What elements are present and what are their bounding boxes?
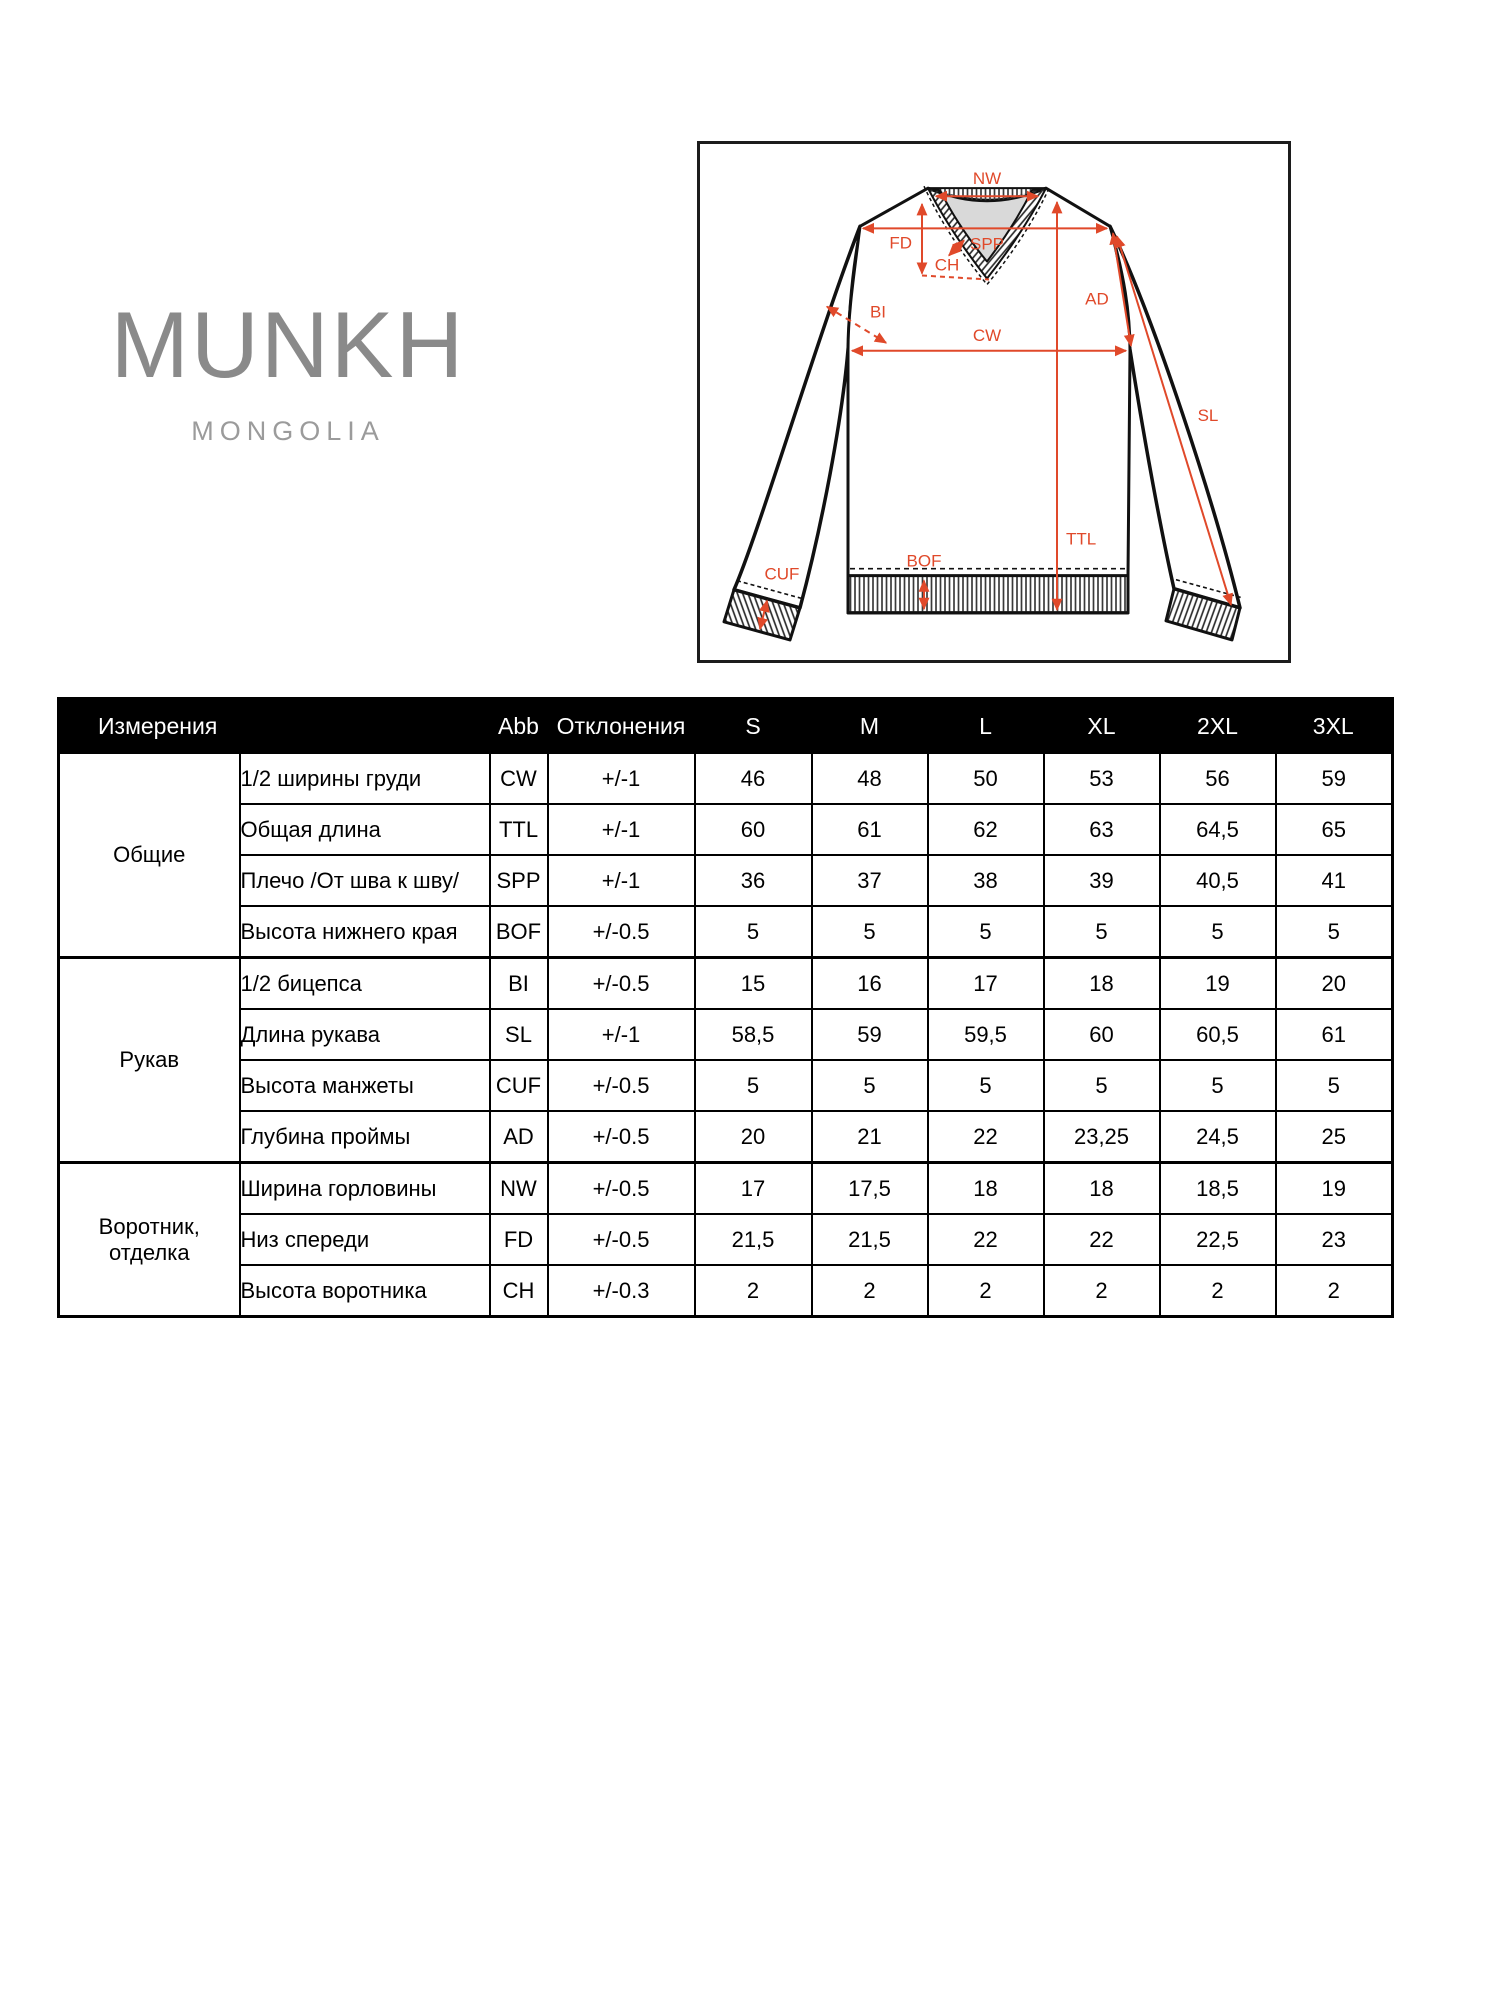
header-size-s: S [695, 699, 812, 754]
brand-logo [104, 292, 472, 447]
size-value-cell: 65 [1276, 804, 1393, 855]
tolerance-cell: +/-0.5 [548, 958, 695, 1010]
hem-band [848, 576, 1128, 613]
size-value-cell: 60 [695, 804, 812, 855]
left-sleeve [734, 226, 860, 607]
size-value-cell: 20 [695, 1111, 812, 1163]
table-row [59, 855, 1393, 906]
header-measurements: Измерения [59, 699, 490, 754]
size-value-cell: 5 [1276, 1060, 1393, 1111]
abbreviation-cell: NW [490, 1163, 548, 1215]
size-value-cell: 18 [1044, 958, 1160, 1010]
size-value-cell: 23,25 [1044, 1111, 1160, 1163]
table-row [59, 1214, 1393, 1265]
size-value-cell: 56 [1160, 753, 1276, 804]
size-value-cell: 48 [812, 753, 928, 804]
size-value-cell: 38 [928, 855, 1044, 906]
size-value-cell: 41 [1276, 855, 1393, 906]
measurement-name-cell: Высота манжеты [240, 1060, 490, 1111]
measurement-name-cell: 1/2 бицепса [240, 958, 490, 1010]
garment-diagram [700, 144, 1288, 660]
ttl-label: TTL [1066, 529, 1097, 549]
table-row [59, 958, 1393, 1010]
measurement-name-cell: Низ спереди [240, 1214, 490, 1265]
ch-label: CH [934, 255, 960, 275]
group-cell: Рукав [59, 958, 240, 1163]
abbreviation-cell: CUF [490, 1060, 548, 1111]
nw-label: NW [972, 169, 1002, 189]
size-value-cell: 5 [1044, 906, 1160, 958]
header-size-xl: XL [1044, 699, 1160, 754]
abbreviation-cell: AD [490, 1111, 548, 1163]
size-value-cell: 17 [695, 1163, 812, 1215]
size-value-cell: 18 [928, 1163, 1044, 1215]
size-value-cell: 5 [695, 1060, 812, 1111]
cw-label: CW [972, 325, 1002, 345]
measurement-name-cell: Плечо /От шва к шву/ [240, 855, 490, 906]
size-value-cell: 22 [928, 1111, 1044, 1163]
sweater-drawing [724, 186, 1242, 640]
abbreviation-cell: SPP [490, 855, 548, 906]
header-size-3xl: 3XL [1276, 699, 1393, 754]
table-row [59, 753, 1393, 804]
abbreviation-cell: TTL [490, 804, 548, 855]
bi-label: BI [869, 302, 887, 322]
size-value-cell: 2 [928, 1265, 1044, 1317]
size-value-cell: 61 [812, 804, 928, 855]
ad-label: AD [1085, 289, 1109, 309]
size-value-cell: 5 [1160, 1060, 1276, 1111]
tolerance-cell: +/-0.5 [548, 1163, 695, 1215]
size-value-cell: 22 [928, 1214, 1044, 1265]
size-value-cell: 46 [695, 753, 812, 804]
size-value-cell: 58,5 [695, 1009, 812, 1060]
tolerance-cell: +/-1 [548, 804, 695, 855]
size-value-cell: 36 [695, 855, 812, 906]
size-value-cell: 19 [1160, 958, 1276, 1010]
size-value-cell: 53 [1044, 753, 1160, 804]
group-cell: Общие [59, 753, 240, 958]
size-value-cell: 2 [1044, 1265, 1160, 1317]
sl-label: SL [1197, 406, 1219, 426]
size-value-cell: 23 [1276, 1214, 1393, 1265]
table-row [59, 1009, 1393, 1060]
size-value-cell: 19 [1276, 1163, 1393, 1215]
size-value-cell: 62 [928, 804, 1044, 855]
measurement-name-cell: Высота воротника [240, 1265, 490, 1317]
tolerance-cell: +/-0.5 [548, 906, 695, 958]
size-value-cell: 5 [812, 906, 928, 958]
size-value-cell: 59 [1276, 753, 1393, 804]
abbreviation-cell: BOF [490, 906, 548, 958]
size-value-cell: 63 [1044, 804, 1160, 855]
size-value-cell: 2 [1160, 1265, 1276, 1317]
size-value-cell: 2 [1276, 1265, 1393, 1317]
size-value-cell: 59,5 [928, 1009, 1044, 1060]
measurement-name-cell: Общая длина [240, 804, 490, 855]
size-value-cell: 21,5 [812, 1214, 928, 1265]
size-value-cell: 59 [812, 1009, 928, 1060]
measurement-name-cell: Длина рукава [240, 1009, 490, 1060]
table-row [59, 906, 1393, 958]
size-value-cell: 61 [1276, 1009, 1393, 1060]
abbreviation-cell: FD [490, 1214, 548, 1265]
header-row [59, 699, 1393, 754]
size-value-cell: 64,5 [1160, 804, 1276, 855]
tolerance-cell: +/-0.5 [548, 1111, 695, 1163]
size-value-cell: 60 [1044, 1009, 1160, 1060]
brand-subtitle: MONGOLIA [191, 416, 385, 446]
size-value-cell: 22,5 [1160, 1214, 1276, 1265]
measurement-name-cell: Ширина горловины [240, 1163, 490, 1215]
size-value-cell: 21,5 [695, 1214, 812, 1265]
size-value-cell: 37 [812, 855, 928, 906]
size-value-cell: 2 [695, 1265, 812, 1317]
cuf-label: CUF [764, 564, 800, 584]
measurement-name-cell: Глубина проймы [240, 1111, 490, 1163]
measurement-name-cell: Высота нижнего края [240, 906, 490, 958]
size-value-cell: 2 [812, 1265, 928, 1317]
spp-label: SPP [970, 234, 1004, 254]
table-row [59, 1265, 1393, 1317]
tolerance-cell: +/-0.5 [548, 1214, 695, 1265]
size-value-cell: 16 [812, 958, 928, 1010]
size-value-cell: 5 [1160, 906, 1276, 958]
size-value-cell: 18,5 [1160, 1163, 1276, 1215]
size-value-cell: 21 [812, 1111, 928, 1163]
size-value-cell: 25 [1276, 1111, 1393, 1163]
header-size-m: M [812, 699, 928, 754]
size-value-cell: 24,5 [1160, 1111, 1276, 1163]
size-table-body [59, 753, 1393, 1317]
size-value-cell: 22 [1044, 1214, 1160, 1265]
tolerance-cell: +/-0.5 [548, 1060, 695, 1111]
size-value-cell: 5 [695, 906, 812, 958]
abbreviation-cell: SL [490, 1009, 548, 1060]
table-row [59, 1060, 1393, 1111]
size-value-cell: 39 [1044, 855, 1160, 906]
header-tolerance: Отклонения [548, 699, 695, 754]
header-size-2xl: 2XL [1160, 699, 1276, 754]
tolerance-cell: +/-1 [548, 1009, 695, 1060]
bof-label: BOF [906, 551, 942, 571]
tolerance-cell: +/-1 [548, 855, 695, 906]
group-cell: Воротник, отделка [59, 1163, 240, 1317]
size-value-cell: 20 [1276, 958, 1393, 1010]
size-value-cell: 5 [928, 1060, 1044, 1111]
garment-diagram-frame [697, 141, 1291, 663]
size-value-cell: 50 [928, 753, 1044, 804]
tolerance-cell: +/-0.3 [548, 1265, 695, 1317]
size-value-cell: 5 [1276, 906, 1393, 958]
header-size-l: L [928, 699, 1044, 754]
table-row [59, 1111, 1393, 1163]
size-table [57, 697, 1394, 1318]
header-abb: Abb [490, 699, 548, 754]
fd-label: FD [889, 233, 912, 253]
abbreviation-cell: BI [490, 958, 548, 1010]
table-row [59, 1163, 1393, 1215]
brand-name: MUNKH [110, 292, 466, 397]
size-value-cell: 17 [928, 958, 1044, 1010]
tolerance-cell: +/-1 [548, 753, 695, 804]
abbreviation-cell: CH [490, 1265, 548, 1317]
measurement-name-cell: 1/2 ширины груди [240, 753, 490, 804]
size-value-cell: 17,5 [812, 1163, 928, 1215]
size-value-cell: 5 [1044, 1060, 1160, 1111]
size-value-cell: 5 [928, 906, 1044, 958]
size-value-cell: 5 [812, 1060, 928, 1111]
size-table-header [59, 699, 1393, 754]
size-value-cell: 40,5 [1160, 855, 1276, 906]
size-value-cell: 15 [695, 958, 812, 1010]
size-value-cell: 18 [1044, 1163, 1160, 1215]
abbreviation-cell: CW [490, 753, 548, 804]
table-row [59, 804, 1393, 855]
size-value-cell: 60,5 [1160, 1009, 1276, 1060]
